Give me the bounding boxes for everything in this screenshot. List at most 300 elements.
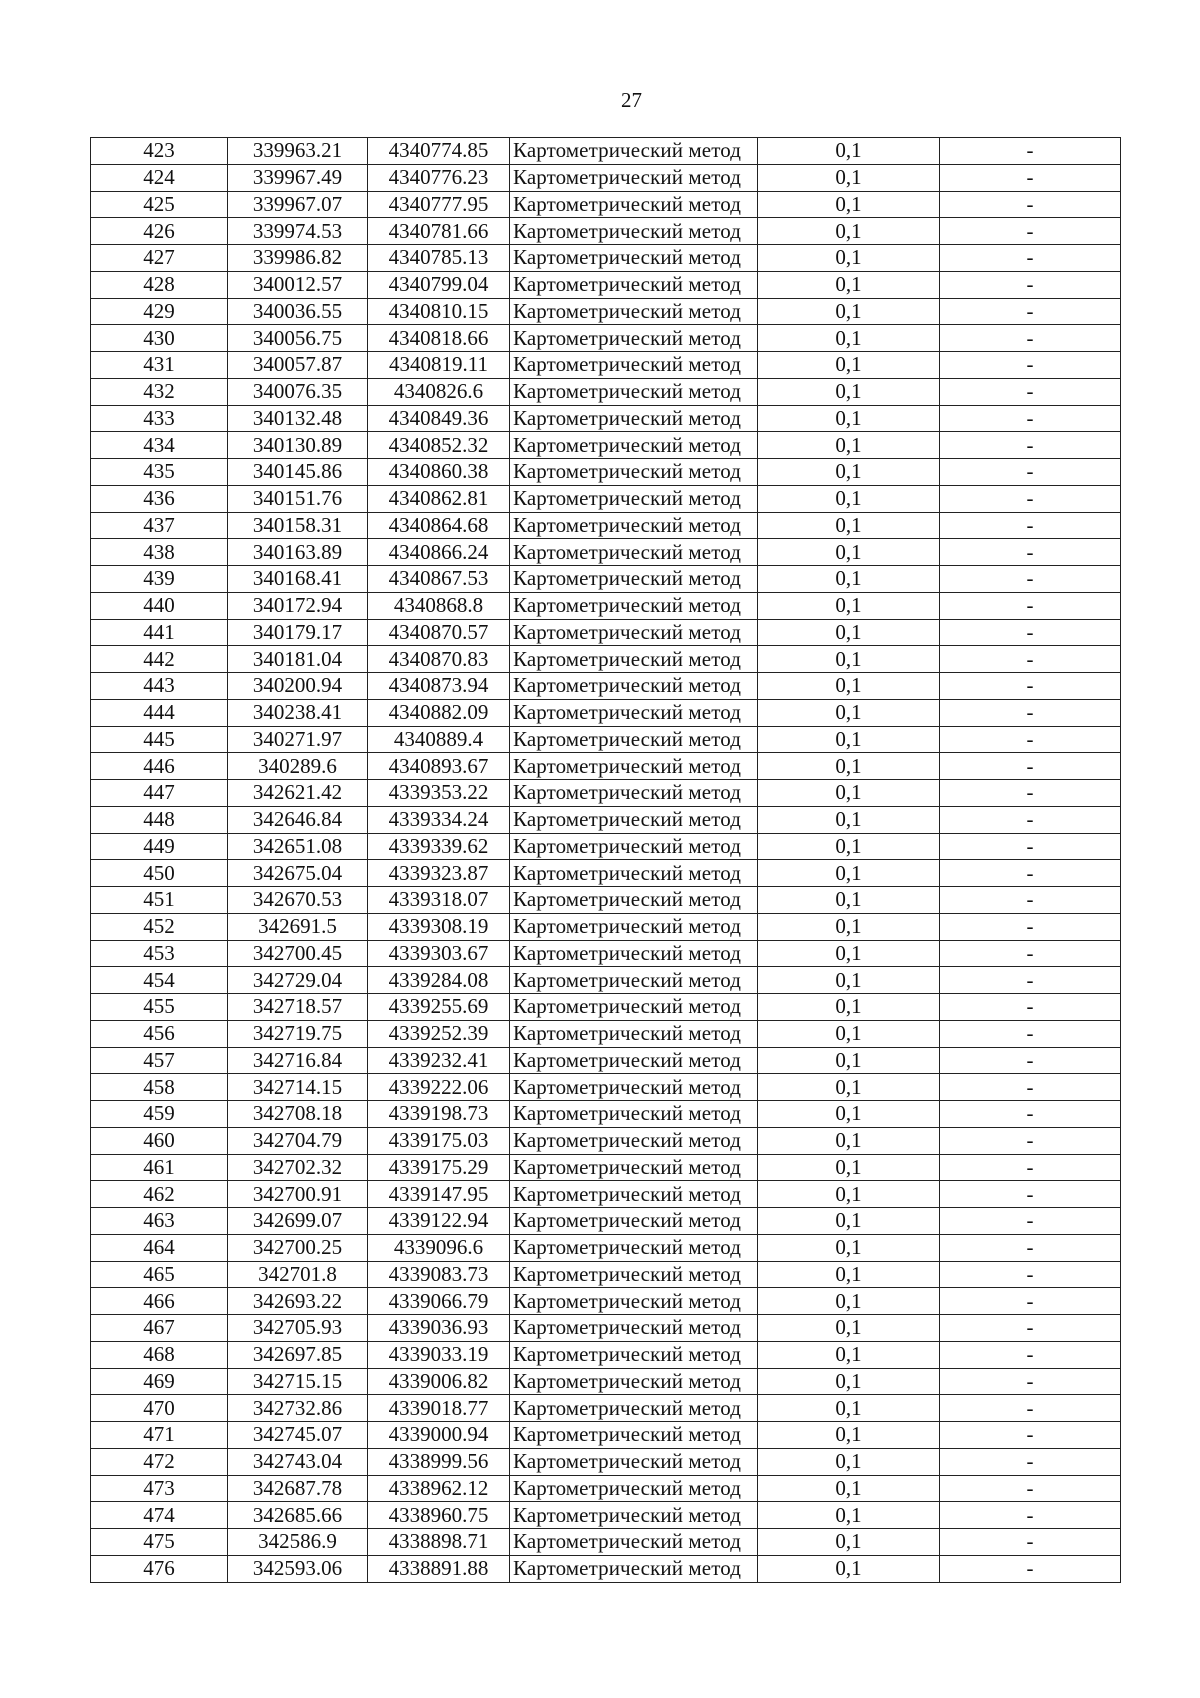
point-number-cell: 467 — [91, 1315, 228, 1342]
accuracy-cell: 0,1 — [758, 1315, 940, 1342]
method-cell: Картометрический метод — [510, 699, 758, 726]
point-number-cell: 453 — [91, 940, 228, 967]
point-number-cell: 433 — [91, 405, 228, 432]
accuracy-cell: 0,1 — [758, 164, 940, 191]
accuracy-cell: 0,1 — [758, 780, 940, 807]
y-coordinate-cell: 4338999.56 — [368, 1448, 510, 1475]
method-cell: Картометрический метод — [510, 352, 758, 379]
x-coordinate-cell: 342700.25 — [228, 1234, 368, 1261]
method-cell: Картометрический метод — [510, 806, 758, 833]
table-row — [91, 1555, 1121, 1582]
x-coordinate-cell: 340289.6 — [228, 753, 368, 780]
y-coordinate-cell: 4339255.69 — [368, 994, 510, 1021]
x-coordinate-cell: 342702.32 — [228, 1154, 368, 1181]
table-row — [91, 539, 1121, 566]
description-cell: - — [940, 646, 1121, 673]
accuracy-cell: 0,1 — [758, 432, 940, 459]
description-cell: - — [940, 833, 1121, 860]
description-cell: - — [940, 1502, 1121, 1529]
point-number-cell: 425 — [91, 191, 228, 218]
accuracy-cell: 0,1 — [758, 539, 940, 566]
coordinates-table — [90, 137, 1121, 1583]
description-cell: - — [940, 1181, 1121, 1208]
x-coordinate-cell: 340132.48 — [228, 405, 368, 432]
table-row — [91, 512, 1121, 539]
description-cell: - — [940, 566, 1121, 593]
y-coordinate-cell: 4339222.06 — [368, 1074, 510, 1101]
accuracy-cell: 0,1 — [758, 1261, 940, 1288]
method-cell: Картометрический метод — [510, 432, 758, 459]
table-row — [91, 164, 1121, 191]
method-cell: Картометрический метод — [510, 1154, 758, 1181]
accuracy-cell: 0,1 — [758, 245, 940, 272]
table-row — [91, 485, 1121, 512]
y-coordinate-cell: 4339096.6 — [368, 1234, 510, 1261]
point-number-cell: 466 — [91, 1288, 228, 1315]
description-cell: - — [940, 245, 1121, 272]
description-cell: - — [940, 860, 1121, 887]
accuracy-cell: 0,1 — [758, 887, 940, 914]
point-number-cell: 440 — [91, 592, 228, 619]
x-coordinate-cell: 340151.76 — [228, 485, 368, 512]
point-number-cell: 437 — [91, 512, 228, 539]
description-cell: - — [940, 726, 1121, 753]
point-number-cell: 451 — [91, 887, 228, 914]
y-coordinate-cell: 4339308.19 — [368, 913, 510, 940]
accuracy-cell: 0,1 — [758, 940, 940, 967]
method-cell: Картометрический метод — [510, 673, 758, 700]
table-row — [91, 1234, 1121, 1261]
method-cell: Картометрический метод — [510, 1395, 758, 1422]
accuracy-cell: 0,1 — [758, 218, 940, 245]
description-cell: - — [940, 940, 1121, 967]
point-number-cell: 448 — [91, 806, 228, 833]
accuracy-cell: 0,1 — [758, 994, 940, 1021]
accuracy-cell: 0,1 — [758, 619, 940, 646]
accuracy-cell: 0,1 — [758, 699, 940, 726]
method-cell: Картометрический метод — [510, 1181, 758, 1208]
x-coordinate-cell: 342593.06 — [228, 1555, 368, 1582]
description-cell: - — [940, 1315, 1121, 1342]
table-row — [91, 1127, 1121, 1154]
table-row — [91, 191, 1121, 218]
x-coordinate-cell: 342718.57 — [228, 994, 368, 1021]
method-cell: Картометрический метод — [510, 1422, 758, 1449]
description-cell: - — [940, 753, 1121, 780]
y-coordinate-cell: 4340777.95 — [368, 191, 510, 218]
method-cell: Картометрический метод — [510, 1502, 758, 1529]
x-coordinate-cell: 342700.91 — [228, 1181, 368, 1208]
y-coordinate-cell: 4339083.73 — [368, 1261, 510, 1288]
description-cell: - — [940, 806, 1121, 833]
description-cell: - — [940, 138, 1121, 165]
method-cell: Картометрический метод — [510, 539, 758, 566]
table-row — [91, 1047, 1121, 1074]
method-cell: Картометрический метод — [510, 1529, 758, 1556]
table-row — [91, 1154, 1121, 1181]
method-cell: Картометрический метод — [510, 512, 758, 539]
accuracy-cell: 0,1 — [758, 726, 940, 753]
table-row — [91, 1288, 1121, 1315]
point-number-cell: 447 — [91, 780, 228, 807]
method-cell: Картометрический метод — [510, 1341, 758, 1368]
y-coordinate-cell: 4339000.94 — [368, 1422, 510, 1449]
point-number-cell: 452 — [91, 913, 228, 940]
y-coordinate-cell: 4340882.09 — [368, 699, 510, 726]
x-coordinate-cell: 342687.78 — [228, 1475, 368, 1502]
table-row — [91, 833, 1121, 860]
table-row — [91, 753, 1121, 780]
accuracy-cell: 0,1 — [758, 646, 940, 673]
table-row — [91, 1181, 1121, 1208]
page-number: 27 — [621, 88, 642, 112]
accuracy-cell: 0,1 — [758, 1154, 940, 1181]
method-cell: Картометрический метод — [510, 1288, 758, 1315]
y-coordinate-cell: 4339066.79 — [368, 1288, 510, 1315]
method-cell: Картометрический метод — [510, 940, 758, 967]
x-coordinate-cell: 342697.85 — [228, 1341, 368, 1368]
point-number-cell: 427 — [91, 245, 228, 272]
table-row — [91, 432, 1121, 459]
method-cell: Картометрический метод — [510, 325, 758, 352]
method-cell: Картометрический метод — [510, 1315, 758, 1342]
table-row — [91, 1101, 1121, 1128]
point-number-cell: 443 — [91, 673, 228, 700]
coordinates-table-container — [90, 137, 1121, 1583]
accuracy-cell: 0,1 — [758, 1074, 940, 1101]
x-coordinate-cell: 340076.35 — [228, 378, 368, 405]
description-cell: - — [940, 887, 1121, 914]
table-row — [91, 1529, 1121, 1556]
y-coordinate-cell: 4340870.83 — [368, 646, 510, 673]
y-coordinate-cell: 4339175.29 — [368, 1154, 510, 1181]
y-coordinate-cell: 4339006.82 — [368, 1368, 510, 1395]
point-number-cell: 423 — [91, 138, 228, 165]
table-row — [91, 218, 1121, 245]
point-number-cell: 464 — [91, 1234, 228, 1261]
description-cell: - — [940, 699, 1121, 726]
accuracy-cell: 0,1 — [758, 673, 940, 700]
point-number-cell: 457 — [91, 1047, 228, 1074]
x-coordinate-cell: 342646.84 — [228, 806, 368, 833]
x-coordinate-cell: 340145.86 — [228, 459, 368, 486]
method-cell: Картометрический метод — [510, 1555, 758, 1582]
accuracy-cell: 0,1 — [758, 405, 940, 432]
point-number-cell: 424 — [91, 164, 228, 191]
x-coordinate-cell: 339986.82 — [228, 245, 368, 272]
accuracy-cell: 0,1 — [758, 191, 940, 218]
point-number-cell: 434 — [91, 432, 228, 459]
method-cell: Картометрический метод — [510, 1047, 758, 1074]
table-row — [91, 138, 1121, 165]
table-row — [91, 726, 1121, 753]
description-cell: - — [940, 405, 1121, 432]
y-coordinate-cell: 4340873.94 — [368, 673, 510, 700]
accuracy-cell: 0,1 — [758, 1208, 940, 1235]
accuracy-cell: 0,1 — [758, 1502, 940, 1529]
table-row — [91, 967, 1121, 994]
description-cell: - — [940, 780, 1121, 807]
method-cell: Картометрический метод — [510, 1208, 758, 1235]
description-cell: - — [940, 271, 1121, 298]
y-coordinate-cell: 4339339.62 — [368, 833, 510, 860]
table-row — [91, 1502, 1121, 1529]
description-cell: - — [940, 1154, 1121, 1181]
point-number-cell: 470 — [91, 1395, 228, 1422]
description-cell: - — [940, 432, 1121, 459]
method-cell: Картометрический метод — [510, 592, 758, 619]
y-coordinate-cell: 4339033.19 — [368, 1341, 510, 1368]
accuracy-cell: 0,1 — [758, 1368, 940, 1395]
point-number-cell: 468 — [91, 1341, 228, 1368]
accuracy-cell: 0,1 — [758, 512, 940, 539]
description-cell: - — [940, 1101, 1121, 1128]
description-cell: - — [940, 1020, 1121, 1047]
x-coordinate-cell: 340163.89 — [228, 539, 368, 566]
point-number-cell: 462 — [91, 1181, 228, 1208]
x-coordinate-cell: 342701.8 — [228, 1261, 368, 1288]
method-cell: Картометрический метод — [510, 566, 758, 593]
method-cell: Картометрический метод — [510, 191, 758, 218]
point-number-cell: 459 — [91, 1101, 228, 1128]
point-number-cell: 463 — [91, 1208, 228, 1235]
accuracy-cell: 0,1 — [758, 592, 940, 619]
point-number-cell: 471 — [91, 1422, 228, 1449]
accuracy-cell: 0,1 — [758, 566, 940, 593]
method-cell: Картометрический метод — [510, 1101, 758, 1128]
description-cell: - — [940, 1127, 1121, 1154]
y-coordinate-cell: 4340852.32 — [368, 432, 510, 459]
x-coordinate-cell: 340179.17 — [228, 619, 368, 646]
x-coordinate-cell: 342670.53 — [228, 887, 368, 914]
method-cell: Картометрический метод — [510, 485, 758, 512]
point-number-cell: 438 — [91, 539, 228, 566]
description-cell: - — [940, 913, 1121, 940]
point-number-cell: 473 — [91, 1475, 228, 1502]
y-coordinate-cell: 4338960.75 — [368, 1502, 510, 1529]
y-coordinate-cell: 4340774.85 — [368, 138, 510, 165]
point-number-cell: 444 — [91, 699, 228, 726]
accuracy-cell: 0,1 — [758, 913, 940, 940]
accuracy-cell: 0,1 — [758, 1448, 940, 1475]
x-coordinate-cell: 339967.07 — [228, 191, 368, 218]
method-cell: Картометрический метод — [510, 1448, 758, 1475]
table-row — [91, 1261, 1121, 1288]
method-cell: Картометрический метод — [510, 164, 758, 191]
y-coordinate-cell: 4338962.12 — [368, 1475, 510, 1502]
accuracy-cell: 0,1 — [758, 138, 940, 165]
x-coordinate-cell: 340200.94 — [228, 673, 368, 700]
description-cell: - — [940, 352, 1121, 379]
point-number-cell: 441 — [91, 619, 228, 646]
x-coordinate-cell: 342743.04 — [228, 1448, 368, 1475]
accuracy-cell: 0,1 — [758, 1020, 940, 1047]
description-cell: - — [940, 1341, 1121, 1368]
x-coordinate-cell: 339974.53 — [228, 218, 368, 245]
x-coordinate-cell: 342685.66 — [228, 1502, 368, 1529]
method-cell: Картометрический метод — [510, 780, 758, 807]
x-coordinate-cell: 340057.87 — [228, 352, 368, 379]
method-cell: Картометрический метод — [510, 138, 758, 165]
point-number-cell: 435 — [91, 459, 228, 486]
method-cell: Картометрический метод — [510, 913, 758, 940]
x-coordinate-cell: 342621.42 — [228, 780, 368, 807]
x-coordinate-cell: 342651.08 — [228, 833, 368, 860]
x-coordinate-cell: 342691.5 — [228, 913, 368, 940]
point-number-cell: 458 — [91, 1074, 228, 1101]
accuracy-cell: 0,1 — [758, 806, 940, 833]
accuracy-cell: 0,1 — [758, 1127, 940, 1154]
x-coordinate-cell: 342699.07 — [228, 1208, 368, 1235]
table-row — [91, 592, 1121, 619]
table-row — [91, 298, 1121, 325]
table-row — [91, 271, 1121, 298]
accuracy-cell: 0,1 — [758, 1475, 940, 1502]
y-coordinate-cell: 4338898.71 — [368, 1529, 510, 1556]
y-coordinate-cell: 4339175.03 — [368, 1127, 510, 1154]
description-cell: - — [940, 459, 1121, 486]
point-number-cell: 450 — [91, 860, 228, 887]
y-coordinate-cell: 4340785.13 — [368, 245, 510, 272]
x-coordinate-cell: 342715.15 — [228, 1368, 368, 1395]
description-cell: - — [940, 298, 1121, 325]
y-coordinate-cell: 4340864.68 — [368, 512, 510, 539]
table-row — [91, 1368, 1121, 1395]
table-row — [91, 1448, 1121, 1475]
method-cell: Картометрический метод — [510, 753, 758, 780]
point-number-cell: 439 — [91, 566, 228, 593]
method-cell: Картометрический метод — [510, 887, 758, 914]
method-cell: Картометрический метод — [510, 994, 758, 1021]
table-row — [91, 352, 1121, 379]
method-cell: Картометрический метод — [510, 833, 758, 860]
method-cell: Картометрический метод — [510, 378, 758, 405]
table-row — [91, 860, 1121, 887]
y-coordinate-cell: 4340893.67 — [368, 753, 510, 780]
table-row — [91, 566, 1121, 593]
point-number-cell: 429 — [91, 298, 228, 325]
y-coordinate-cell: 4340860.38 — [368, 459, 510, 486]
point-number-cell: 442 — [91, 646, 228, 673]
table-row — [91, 245, 1121, 272]
accuracy-cell: 0,1 — [758, 1555, 940, 1582]
table-row — [91, 646, 1121, 673]
y-coordinate-cell: 4339147.95 — [368, 1181, 510, 1208]
table-row — [91, 459, 1121, 486]
y-coordinate-cell: 4340889.4 — [368, 726, 510, 753]
description-cell: - — [940, 485, 1121, 512]
method-cell: Картометрический метод — [510, 1234, 758, 1261]
method-cell: Картометрический метод — [510, 1127, 758, 1154]
accuracy-cell: 0,1 — [758, 485, 940, 512]
y-coordinate-cell: 4340819.11 — [368, 352, 510, 379]
description-cell: - — [940, 1368, 1121, 1395]
point-number-cell: 454 — [91, 967, 228, 994]
x-coordinate-cell: 342586.9 — [228, 1529, 368, 1556]
method-cell: Картометрический метод — [510, 271, 758, 298]
description-cell: - — [940, 1261, 1121, 1288]
x-coordinate-cell: 342732.86 — [228, 1395, 368, 1422]
accuracy-cell: 0,1 — [758, 1047, 940, 1074]
x-coordinate-cell: 342716.84 — [228, 1047, 368, 1074]
method-cell: Картометрический метод — [510, 298, 758, 325]
accuracy-cell: 0,1 — [758, 1234, 940, 1261]
point-number-cell: 461 — [91, 1154, 228, 1181]
method-cell: Картометрический метод — [510, 459, 758, 486]
description-cell: - — [940, 218, 1121, 245]
description-cell: - — [940, 1208, 1121, 1235]
description-cell: - — [940, 592, 1121, 619]
point-number-cell: 475 — [91, 1529, 228, 1556]
accuracy-cell: 0,1 — [758, 1181, 940, 1208]
x-coordinate-cell: 342704.79 — [228, 1127, 368, 1154]
y-coordinate-cell: 4339232.41 — [368, 1047, 510, 1074]
method-cell: Картометрический метод — [510, 1368, 758, 1395]
x-coordinate-cell: 342675.04 — [228, 860, 368, 887]
table-row — [91, 619, 1121, 646]
table-row — [91, 887, 1121, 914]
description-cell: - — [940, 1288, 1121, 1315]
x-coordinate-cell: 342700.45 — [228, 940, 368, 967]
description-cell: - — [940, 619, 1121, 646]
table-row — [91, 673, 1121, 700]
description-cell: - — [940, 325, 1121, 352]
table-row — [91, 1422, 1121, 1449]
accuracy-cell: 0,1 — [758, 833, 940, 860]
x-coordinate-cell: 340012.57 — [228, 271, 368, 298]
point-number-cell: 432 — [91, 378, 228, 405]
point-number-cell: 436 — [91, 485, 228, 512]
accuracy-cell: 0,1 — [758, 860, 940, 887]
method-cell: Картометрический метод — [510, 967, 758, 994]
point-number-cell: 472 — [91, 1448, 228, 1475]
y-coordinate-cell: 4339018.77 — [368, 1395, 510, 1422]
description-cell: - — [940, 164, 1121, 191]
y-coordinate-cell: 4340810.15 — [368, 298, 510, 325]
table-row — [91, 325, 1121, 352]
x-coordinate-cell: 342719.75 — [228, 1020, 368, 1047]
x-coordinate-cell: 342714.15 — [228, 1074, 368, 1101]
description-cell: - — [940, 1475, 1121, 1502]
point-number-cell: 446 — [91, 753, 228, 780]
point-number-cell: 460 — [91, 1127, 228, 1154]
point-number-cell: 455 — [91, 994, 228, 1021]
accuracy-cell: 0,1 — [758, 1395, 940, 1422]
table-row — [91, 1341, 1121, 1368]
accuracy-cell: 0,1 — [758, 1529, 940, 1556]
x-coordinate-cell: 340181.04 — [228, 646, 368, 673]
description-cell: - — [940, 512, 1121, 539]
point-number-cell: 445 — [91, 726, 228, 753]
description-cell: - — [940, 378, 1121, 405]
accuracy-cell: 0,1 — [758, 1341, 940, 1368]
x-coordinate-cell: 342708.18 — [228, 1101, 368, 1128]
y-coordinate-cell: 4340826.6 — [368, 378, 510, 405]
description-cell: - — [940, 1448, 1121, 1475]
accuracy-cell: 0,1 — [758, 378, 940, 405]
method-cell: Картометрический метод — [510, 218, 758, 245]
accuracy-cell: 0,1 — [758, 1288, 940, 1315]
point-number-cell: 431 — [91, 352, 228, 379]
description-cell: - — [940, 1529, 1121, 1556]
table-row — [91, 806, 1121, 833]
description-cell: - — [940, 673, 1121, 700]
y-coordinate-cell: 4339122.94 — [368, 1208, 510, 1235]
table-row — [91, 405, 1121, 432]
y-coordinate-cell: 4340849.36 — [368, 405, 510, 432]
y-coordinate-cell: 4340868.8 — [368, 592, 510, 619]
table-row — [91, 1074, 1121, 1101]
